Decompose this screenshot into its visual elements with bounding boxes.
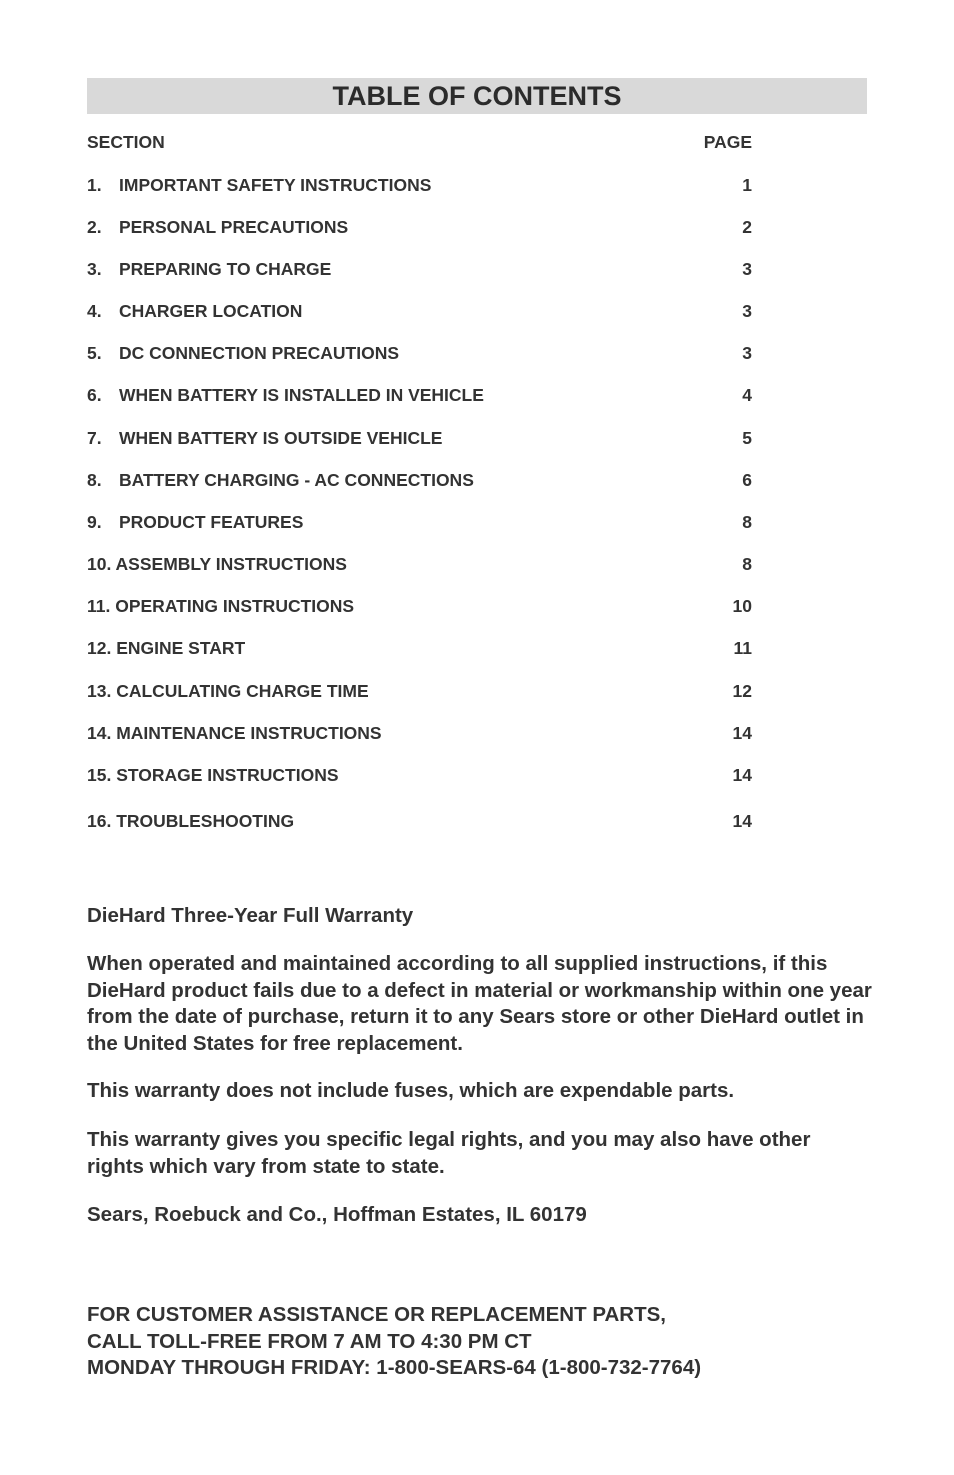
toc-entry-page: 14 [732, 723, 752, 743]
toc-entry-label: WHEN BATTERY IS OUTSIDE VEHICLE [119, 428, 443, 448]
toc-entry [87, 811, 752, 833]
toc-entry-number: 5. [87, 343, 102, 363]
toc-entry-label: 11. OPERATING INSTRUCTIONS [87, 596, 355, 616]
toc-entry [87, 343, 752, 365]
toc-entry-label: 10. ASSEMBLY INSTRUCTIONS [87, 554, 347, 574]
warranty-heading: DieHard Three-Year Full Warranty [87, 904, 414, 927]
toc-entry-page: 3 [742, 301, 752, 321]
toc-entry-page: 11 [733, 638, 752, 658]
toc-entry-page: 3 [742, 343, 752, 363]
toc-entry-label: PRODUCT FEATURES [119, 512, 304, 532]
toc-entry-page: 3 [742, 259, 752, 279]
toc-column-headers [87, 132, 752, 154]
assistance-line-3: MONDAY THROUGH FRIDAY: 1-800-SEARS-64 (1-800-732-7764) [87, 1356, 702, 1379]
toc-entry-label: WHEN BATTERY IS INSTALLED IN VEHICLE [119, 385, 484, 405]
toc-entry [87, 765, 752, 787]
toc-entry [87, 217, 752, 239]
toc-entry-page: 8 [742, 512, 752, 532]
assistance-line-1: FOR CUSTOMER ASSISTANCE OR REPLACEMENT PARTS, [87, 1303, 666, 1326]
toc-entry-page: 1 [742, 175, 752, 195]
section-column-header: SECTION [87, 132, 165, 152]
toc-entry-number: 2. [87, 217, 102, 237]
warranty-paragraph-3: This warranty gives you specific legal rights, and you may also have other rights which vary from state to state. [87, 1128, 811, 1178]
toc-entry-label: PERSONAL PRECAUTIONS [119, 217, 349, 237]
toc-entry [87, 638, 752, 660]
toc-entry-page: 4 [742, 385, 752, 405]
toc-entry-number: 7. [87, 428, 102, 448]
page-column-header: PAGE [703, 132, 752, 152]
toc-entry [87, 385, 752, 407]
customer-assistance [87, 1302, 877, 1382]
toc-entry-page: 2 [742, 217, 752, 237]
toc-entry-number: 9. [87, 512, 102, 532]
toc-entry-label: 13. CALCULATING CHARGE TIME [87, 681, 369, 701]
toc-entry-page: 6 [742, 470, 752, 490]
toc-entry [87, 259, 752, 281]
toc-entry-label: CHARGER LOCATION [119, 301, 303, 321]
toc-entry-label: DC CONNECTION PRECAUTIONS [119, 343, 400, 363]
toc-entry-number: 8. [87, 470, 102, 490]
toc-entry-label: 14. MAINTENANCE INSTRUCTIONS [87, 723, 382, 743]
toc-entry [87, 428, 752, 450]
toc-title-bar [87, 78, 867, 114]
toc-entry-number: 6. [87, 385, 102, 405]
company-address: Sears, Roebuck and Co., Hoffman Estates, IL 60179 [87, 1203, 587, 1226]
toc-entry [87, 681, 752, 703]
toc-entry [87, 554, 752, 576]
toc-title: TABLE OF CONTENTS [332, 80, 622, 111]
toc-entry-page: 14 [732, 811, 752, 831]
toc-entry-label: 16. TROUBLESHOOTING [87, 811, 295, 831]
toc-entry [87, 596, 752, 618]
warranty-paragraph-2: This warranty does not include fuses, which are expendable parts. [87, 1079, 735, 1102]
toc-entry-page: 5 [742, 428, 752, 448]
toc-entry [87, 301, 752, 323]
toc-entry-label: PREPARING TO CHARGE [119, 259, 332, 279]
toc-entry [87, 175, 752, 197]
toc-entry-page: 14 [732, 765, 752, 785]
toc-entry [87, 512, 752, 534]
assistance-line-2: CALL TOLL-FREE FROM 7 AM TO 4:30 PM CT [87, 1329, 532, 1353]
toc-entry-label: IMPORTANT SAFETY INSTRUCTIONS [119, 175, 432, 195]
toc-entry-label: 15. STORAGE INSTRUCTIONS [87, 765, 339, 785]
toc-entry-number: 1. [87, 175, 102, 195]
toc-entry-number: 4. [87, 301, 102, 321]
toc-entry-label: 12. ENGINE START [87, 638, 246, 658]
toc-entry-page: 8 [742, 554, 752, 574]
toc-entry-number: 3. [87, 259, 102, 279]
toc-entry-label: BATTERY CHARGING - AC CONNECTIONS [119, 470, 474, 490]
toc-entry-page: 12 [732, 681, 752, 701]
toc-entry-page: 10 [732, 596, 752, 616]
toc-entry [87, 723, 752, 745]
toc-entry [87, 470, 752, 492]
warranty-paragraph-1: When operated and maintained according to all supplied instructions, if this DieHard product fails due to a defect in material or workmanship within one year from the date of purchase, return it to any Sears store or other DieHard outlet in the United States for free replacement. [87, 952, 872, 1055]
